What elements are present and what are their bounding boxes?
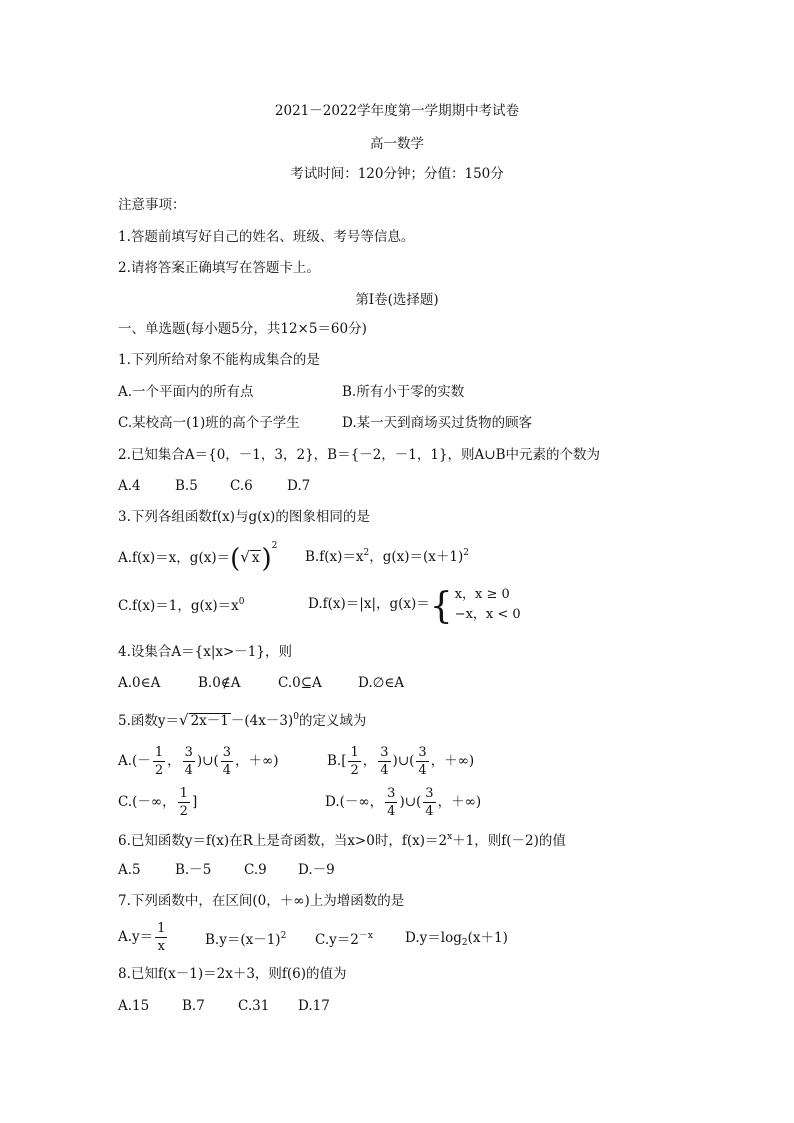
option-a-text: )∪( xyxy=(196,753,219,769)
numerator: 3 xyxy=(380,745,389,760)
option-d-text: (x＋1) xyxy=(467,930,508,946)
option-d: D.17 xyxy=(298,998,330,1014)
option-b: B.0∉A xyxy=(198,675,241,691)
option-a xyxy=(118,542,277,572)
fraction xyxy=(183,746,195,777)
option-a-text: A.f(x)＝x，g(x)＝ xyxy=(118,550,231,566)
exponent: 2 xyxy=(463,548,469,558)
option-a: A.0∈A xyxy=(118,675,161,691)
sqrt-icon: √ xyxy=(179,711,189,729)
option-b xyxy=(305,549,469,565)
option-d-text: )∪( xyxy=(399,794,422,810)
option-d: D.7 xyxy=(287,478,311,494)
case: −x，x < 0 xyxy=(454,606,521,622)
note-item: 2.请将答案正确填写在答题卡上。 xyxy=(118,260,320,276)
option-c xyxy=(315,932,373,948)
fraction xyxy=(378,746,390,777)
fraction xyxy=(416,746,428,777)
exam-subject: 高一数学 xyxy=(370,136,424,152)
option-c-text: ] xyxy=(191,794,198,810)
notes-heading: 注意事项： xyxy=(118,197,186,213)
option-d xyxy=(325,787,481,818)
option-a xyxy=(118,746,279,777)
sqrt-icon: √ xyxy=(240,548,250,566)
option-c: C.6 xyxy=(230,478,253,494)
option-c-text: C.y＝2 xyxy=(315,932,359,948)
exponent: 0 xyxy=(238,597,245,607)
option-a-text: A.y＝ xyxy=(118,929,154,945)
exponent: 2 xyxy=(280,931,287,941)
numerator: 3 xyxy=(184,745,193,760)
denominator: 4 xyxy=(222,763,232,778)
option-c-text: C.(－∞， xyxy=(118,794,176,810)
numerator: 3 xyxy=(418,745,427,760)
fraction xyxy=(178,787,190,818)
stem-text: ＋1，则f(－2)的值 xyxy=(452,833,566,849)
stem-text: 6.已知函数y＝f(x)在R上是奇函数，当x>0时，f(x)＝2 xyxy=(118,833,448,849)
denominator: 4 xyxy=(184,763,193,778)
question-stem: 3.下列各组函数f(x)与g(x)的图象相同的是 xyxy=(118,509,370,525)
numerator: 3 xyxy=(425,786,434,801)
numerator: 3 xyxy=(222,745,232,760)
option-a: A.15 xyxy=(118,998,150,1014)
stem-text: －(4x－3) xyxy=(230,713,294,729)
fraction xyxy=(385,787,397,818)
question-stem: 1.下列所给对象不能构成集合的是 xyxy=(118,352,320,368)
option-d-text: D.f(x)＝|x|，g(x)＝ xyxy=(308,596,430,612)
option-d: D.某一天到商场买过货物的顾客 xyxy=(342,415,533,431)
exponent: 2 xyxy=(271,541,278,551)
numerator: 1 xyxy=(157,921,166,936)
brace-icon: { xyxy=(429,586,453,627)
fraction xyxy=(153,746,165,777)
option-c: C.0⊆A xyxy=(278,675,322,691)
option-b: B.5 xyxy=(175,478,198,494)
exam-info: 考试时间：120分钟；分值：150分 xyxy=(290,166,504,182)
note-item: 1.答题前填写好自己的姓名、班级、考号等信息。 xyxy=(118,229,415,245)
stem-text: 5.函数y＝ xyxy=(118,713,180,729)
option-a: A.5 xyxy=(118,862,141,878)
denominator: 4 xyxy=(380,763,389,778)
option-c xyxy=(118,598,245,614)
radicand: 2x－1 xyxy=(190,713,229,729)
option-a: A.一个平面内的所有点 xyxy=(118,384,254,400)
fraction xyxy=(155,922,167,953)
option-c xyxy=(118,787,197,818)
option-b xyxy=(327,746,474,777)
question-stem xyxy=(118,833,566,849)
section-heading: 一、单选题(每小题5分，共12×5＝60分) xyxy=(118,321,367,337)
option-b: B.－5 xyxy=(175,862,212,878)
separator: ， xyxy=(362,753,377,769)
option-c: C.31 xyxy=(238,998,270,1014)
option-b-text: ，g(x)＝(x＋1) xyxy=(369,549,464,565)
option-b-text: B.[ xyxy=(327,753,347,769)
denominator: 4 xyxy=(425,804,434,819)
option-b: B.所有小于零的实数 xyxy=(342,384,465,400)
option-b: B.7 xyxy=(182,998,205,1014)
denominator: 4 xyxy=(387,804,396,819)
case: x，x ≥ 0 xyxy=(454,587,510,602)
denominator: 2 xyxy=(154,763,164,778)
question-stem: 7.下列函数中，在区间(0，＋∞)上为增函数的是 xyxy=(118,893,405,909)
option-d-text: D.(－∞， xyxy=(325,794,384,810)
question-stem xyxy=(118,713,366,729)
option-a: A.4 xyxy=(118,478,141,494)
option-d-text: D.y＝log xyxy=(405,930,462,946)
right-paren: ) xyxy=(261,544,272,574)
fraction xyxy=(348,746,360,777)
option-b xyxy=(205,932,286,948)
option-a-text: ，＋∞) xyxy=(235,753,279,769)
option-b-text: ，＋∞) xyxy=(430,753,475,769)
separator: ， xyxy=(167,753,181,769)
option-d: D.－9 xyxy=(298,862,335,878)
fraction xyxy=(423,787,435,818)
piecewise-cases xyxy=(455,585,521,624)
numerator: 1 xyxy=(179,786,188,801)
denominator: x xyxy=(157,939,165,954)
exponent: －x xyxy=(358,931,373,941)
option-d: D.∅∈A xyxy=(358,675,405,691)
radicand: x xyxy=(251,550,260,566)
stem-text: 的定义域为 xyxy=(298,713,367,729)
option-a-text: A.(－ xyxy=(118,753,151,769)
option-c: C.某校高一(1)班的高个子学生 xyxy=(118,415,300,431)
numerator: 1 xyxy=(350,745,359,760)
numerator: 3 xyxy=(387,786,396,801)
numerator: 1 xyxy=(154,745,164,760)
option-b-text: )∪( xyxy=(392,753,415,769)
option-b-text: B.f(x)＝x xyxy=(305,549,364,565)
left-paren: ( xyxy=(230,544,241,574)
denominator: 2 xyxy=(179,804,188,819)
exponent: 2 xyxy=(363,548,370,558)
option-a xyxy=(118,922,169,953)
question-stem: 8.已知f(x－1)＝2x＋3，则f(6)的值为 xyxy=(118,966,347,982)
denominator: 2 xyxy=(350,763,359,778)
exponent: 0 xyxy=(293,712,299,722)
question-stem: 2.已知集合A＝{0，－1，3，2}，B＝{－2，－1，1}，则A∪B中元素的个数为 xyxy=(118,447,601,463)
fraction xyxy=(221,746,233,777)
option-d-text: ，＋∞) xyxy=(437,794,482,810)
option-b-text: B.y＝(x－1) xyxy=(205,932,281,948)
exam-title: 2021－2022学年度第一学期期中考试卷 xyxy=(274,103,520,119)
question-stem: 4.设集合A＝{x|x>－1}，则 xyxy=(118,644,292,660)
subscript: 2 xyxy=(461,938,468,948)
exponent: x xyxy=(447,832,453,842)
denominator: 4 xyxy=(418,763,427,778)
option-d xyxy=(308,585,521,625)
option-d xyxy=(405,932,508,948)
option-c-text: C.f(x)＝1，g(x)＝x xyxy=(118,598,239,614)
part-heading: 第I卷(选择题) xyxy=(355,292,439,308)
option-c: C.9 xyxy=(244,862,267,878)
